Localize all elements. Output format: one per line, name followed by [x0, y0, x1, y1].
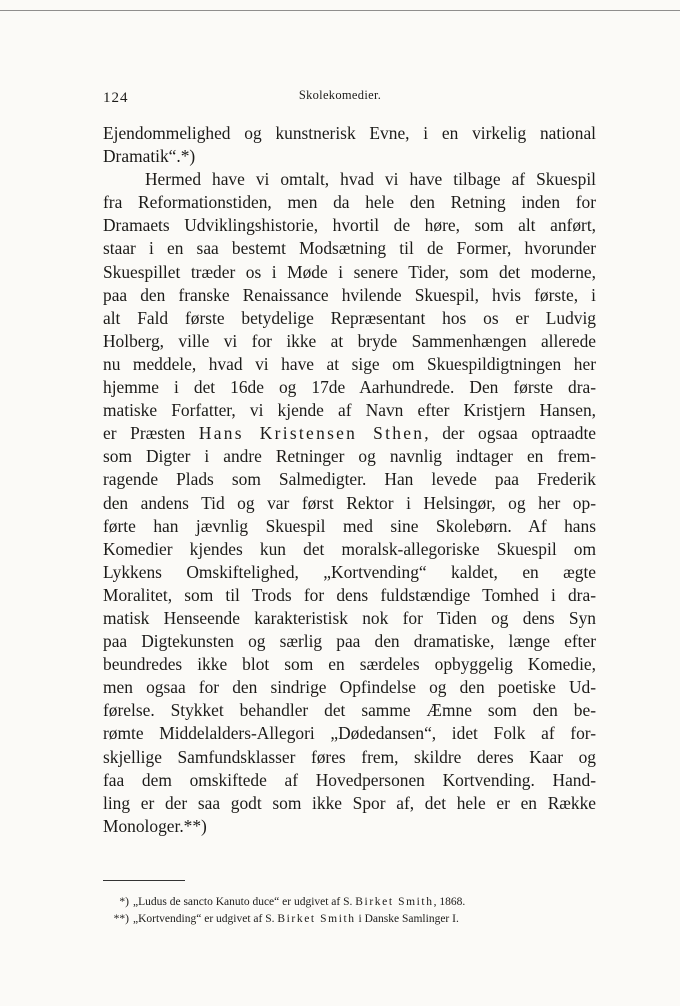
- footnote: [103, 911, 596, 928]
- text-line-with-name: [103, 422, 596, 445]
- text-line: faa dem omskiftede af Hovedpersonen Kortvending. Hand-: [103, 769, 596, 790]
- footnote-text: „Ludus de sancto Kanuto duce“ er udgivet af S.: [133, 896, 353, 908]
- footnotes: [103, 894, 596, 928]
- text-line: beundredes ikke blot som en særdeles opbyggelig Komedie,: [103, 654, 596, 675]
- spaced-name: Hans Kristensen Sthen: [198, 423, 425, 444]
- text-line: rømte Middelalders-Allegori „Dødedansen“, idet Folk af for-: [103, 723, 596, 744]
- text-line: nu meddele, hvad vi have at sige om Skuespildigtningen her: [103, 353, 596, 374]
- text-line: fra Reformationstiden, men da hele den Retning inden for: [103, 192, 596, 213]
- text-line: men ogsaa for den sindrige Opfindelse og den poetiske Ud-: [103, 677, 596, 698]
- text-line: førelse. Stykket behandler det samme Æmne som den be-: [103, 700, 596, 721]
- text-line: Lykkens Omskiftelighed, „Kortvending“ kaldet, en ægte: [103, 561, 596, 582]
- footnote-text: i Danske Samlinger I.: [358, 913, 459, 925]
- text-line: Komedier kjendes kun det moralsk-allegoriske Skuespil om: [103, 538, 596, 559]
- text-line: Dramaets Udviklingshistorie, hvortil de høre, som alt anført,: [103, 215, 596, 236]
- footnote-text: „Kortvending“ er udgivet af S.: [133, 913, 275, 925]
- text-fragment: , der ogsaa optraadte: [424, 423, 596, 444]
- body-text: [103, 122, 596, 838]
- footnote-spaced-name: Birket Smith: [355, 896, 434, 908]
- text-line: matisk Henseende karakteristisk nok for Tiden og dens Syn: [103, 607, 596, 628]
- footnote-rule: [103, 880, 185, 881]
- text-line: Hermed have vi omtalt, hvad vi have tilbage af Skuespil: [145, 169, 596, 190]
- text-line: Dramatik“.*): [103, 146, 196, 167]
- text-line: Moralitet, som til Trods for dens fuldstændige Tomhed i dra-: [103, 584, 596, 605]
- text-line: alt Fald første betydelige Repræsentant hos os er Ludvig: [103, 307, 596, 328]
- text-line: Monologer.**): [103, 815, 207, 836]
- footnote-spaced-name: Birket Smith: [277, 913, 356, 925]
- text-line: matiske Forfatter, vi kjende af Navn efter Kristjern Hansen,: [103, 400, 596, 421]
- footnote: [103, 894, 596, 911]
- text-line: førte han jævnlig Skuespil med sine Skolebørn. Af hans: [103, 515, 596, 536]
- text-line: som Digter i andre Retninger og navnlig indtager en frem-: [103, 446, 596, 467]
- text-line: Ejendommelighed og kunstnerisk Evne, i en virkelig national: [103, 123, 596, 143]
- page-number: 124: [103, 90, 129, 106]
- text-fragment: er Præsten: [103, 423, 186, 444]
- text-line: den andens Tid og var først Rektor i Helsingør, og her op-: [103, 492, 596, 513]
- text-line: Holberg, ville vi for ikke at bryde Sammenhængen allerede: [103, 330, 596, 351]
- text-line: paa Digtekunsten og særlig paa den dramatiske, længe efter: [103, 631, 596, 652]
- footnote-mark: **): [113, 913, 129, 925]
- running-title: Skolekomedier.: [298, 88, 382, 102]
- text-line: paa den franske Renaissance hvilende Skuespil, hvis første, i: [103, 284, 596, 305]
- text-line: staar i en saa bestemt Modsætning til de Former, hvorunder: [103, 238, 596, 259]
- top-edge-rule: [0, 10, 680, 14]
- footnote-mark: *): [119, 896, 129, 908]
- text-line: Skuespillet træder os i Møde i senere Tider, som det moderne,: [103, 261, 596, 282]
- text-line: ragende Plads som Salmedigter. Han levede paa Frederik: [103, 469, 596, 490]
- text-line: skjellige Samfundsklasser føres frem, skildre deres Kaar og: [103, 746, 596, 767]
- footnote-text: , 1868.: [433, 896, 466, 908]
- text-line: hjemme i det 16de og 17de Aarhundrede. Den første dra-: [103, 377, 596, 398]
- text-line: ling er der saa godt som ikke Spor af, det hele er en Række: [103, 792, 596, 813]
